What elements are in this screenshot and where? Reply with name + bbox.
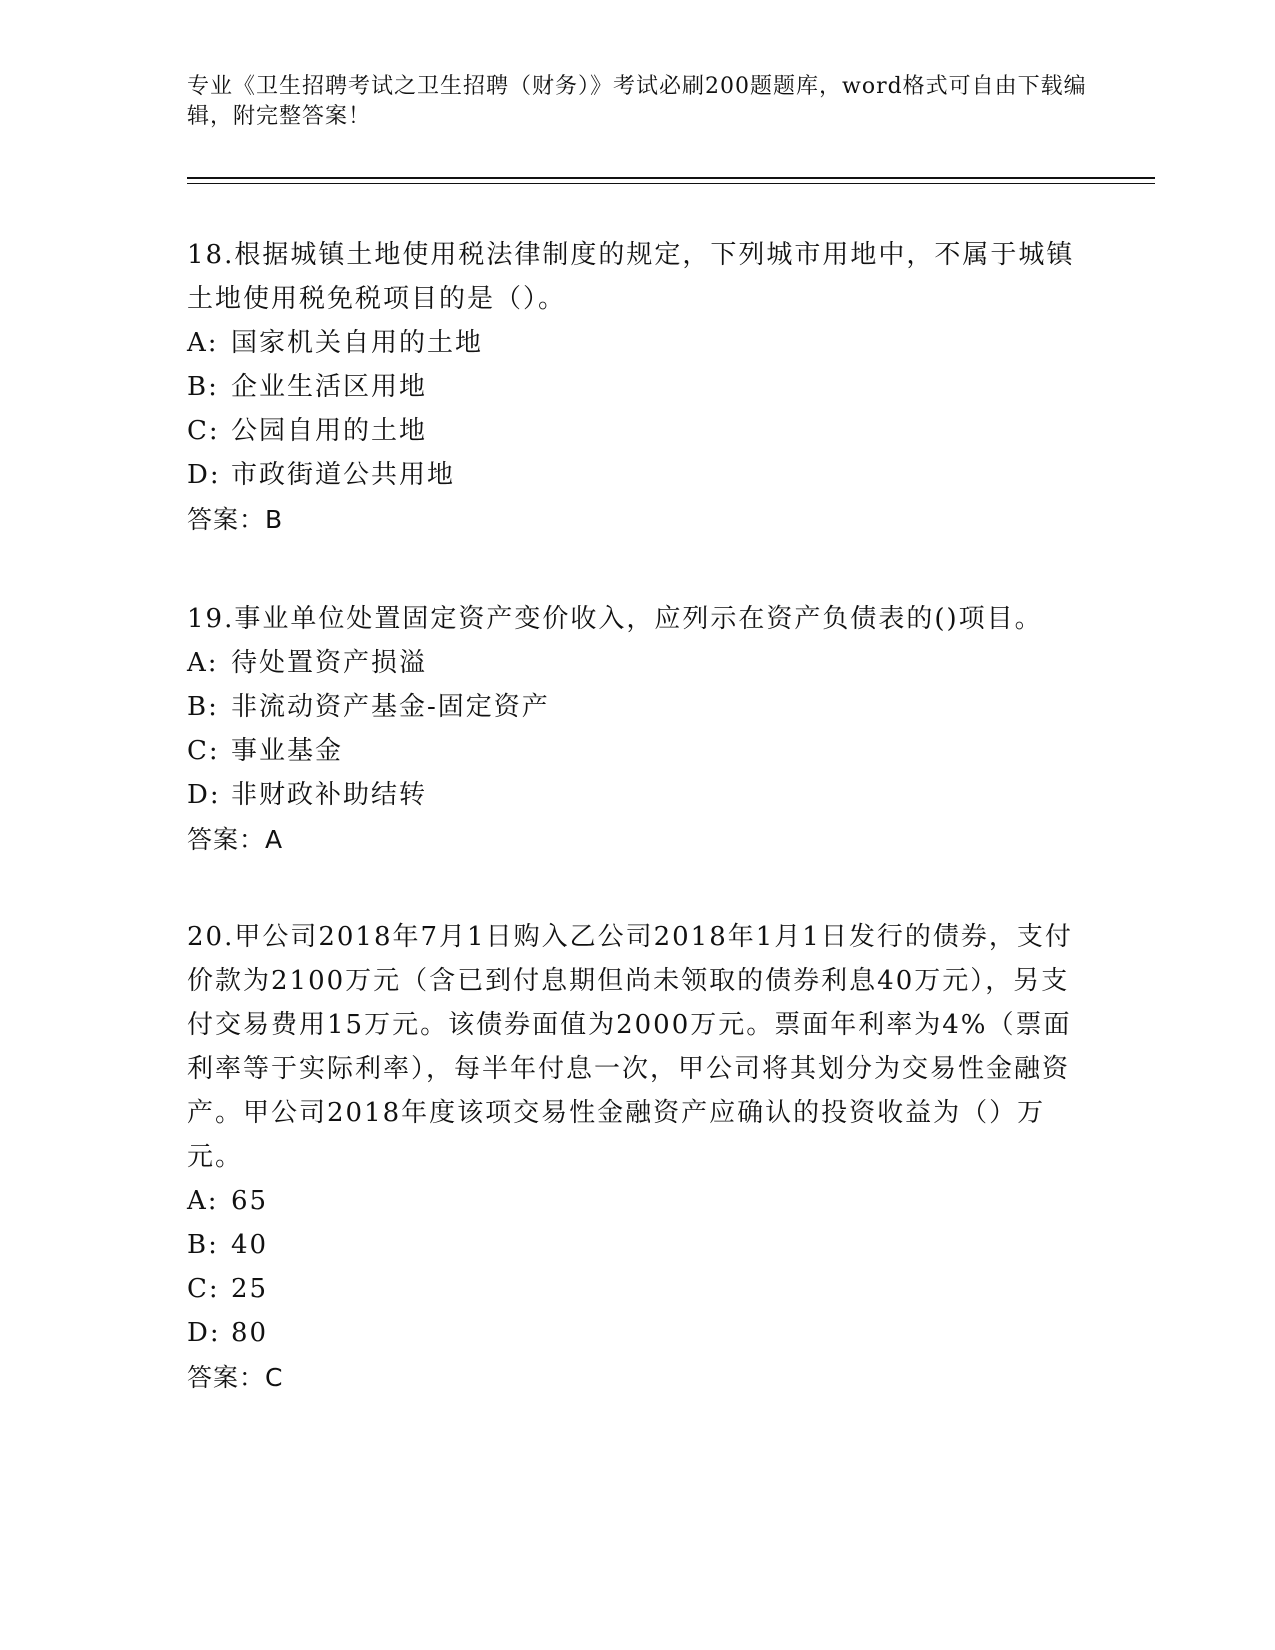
answer-line: 答案：B <box>187 505 284 534</box>
question-19 <box>187 597 1097 863</box>
option-c <box>187 729 1097 773</box>
answer-line: 答案：C <box>187 1363 284 1392</box>
option-letter: B: <box>187 372 219 402</box>
option-d <box>187 1311 1097 1355</box>
option-c <box>187 1267 1097 1311</box>
option-d <box>187 453 1097 497</box>
question-stem: 19.事业单位处置固定资产变价收入，应列示在资产负债表的()项目。 <box>187 604 1043 634</box>
option-text: 公园自用的土地 <box>231 416 428 446</box>
option-text: 80 <box>231 1318 269 1348</box>
option-text: 非流动资产基金-固定资产 <box>231 692 550 722</box>
option-text: 65 <box>231 1186 269 1216</box>
option-b <box>187 685 1097 729</box>
question-stem: 20.甲公司2018年7月1日购入乙公司2018年1月1日发行的债券，支付价款为2100万元（含已到付息期但尚未领取的债券利息40万元），另支付交易费用15万元。该债券面值为2000万元。票面年利率为4%（票面利率等于实际利率），每半年付息一次，甲公司将其划分为交易性金融资产。甲公司2018年度该项交易性金融资产应确认的投资收益为（）万元。 <box>187 922 1073 1172</box>
document-header <box>187 72 1087 132</box>
header-text: 专业《卫生招聘考试之卫生招聘（财务）》考试必刷200题题库，word格式可自由下载编辑，附完整答案！ <box>187 74 1087 129</box>
option-letter: C: <box>187 416 220 446</box>
question-20 <box>187 915 1097 1401</box>
option-a <box>187 1179 1097 1223</box>
option-letter: C: <box>187 1274 220 1304</box>
question-18 <box>187 233 1097 543</box>
option-text: 国家机关自用的土地 <box>231 328 484 358</box>
option-text: 40 <box>231 1230 269 1260</box>
option-c <box>187 409 1097 453</box>
option-text: 企业生活区用地 <box>231 372 428 402</box>
option-letter: A: <box>187 1186 219 1216</box>
option-text: 待处置资产损溢 <box>231 648 428 678</box>
option-a <box>187 321 1097 365</box>
option-letter: D: <box>187 1318 221 1348</box>
option-text: 事业基金 <box>231 736 344 766</box>
option-letter: A: <box>187 328 219 358</box>
question-stem: 18.根据城镇土地使用税法律制度的规定，下列城市用地中，不属于城镇土地使用税免税项目的是（）。 <box>187 240 1075 314</box>
option-letter: B: <box>187 1230 219 1260</box>
option-text: 非财政补助结转 <box>231 780 428 810</box>
option-letter: B: <box>187 692 219 722</box>
option-d <box>187 773 1097 817</box>
option-letter: C: <box>187 736 220 766</box>
option-a <box>187 641 1097 685</box>
answer-line: 答案：A <box>187 825 284 854</box>
option-text: 市政街道公共用地 <box>231 460 456 490</box>
option-letter: D: <box>187 780 221 810</box>
option-letter: A: <box>187 648 219 678</box>
option-b <box>187 1223 1097 1267</box>
option-letter: D: <box>187 460 221 490</box>
header-divider-thin <box>187 183 1155 184</box>
option-text: 25 <box>231 1274 269 1304</box>
option-b <box>187 365 1097 409</box>
header-divider-thick <box>187 177 1155 179</box>
